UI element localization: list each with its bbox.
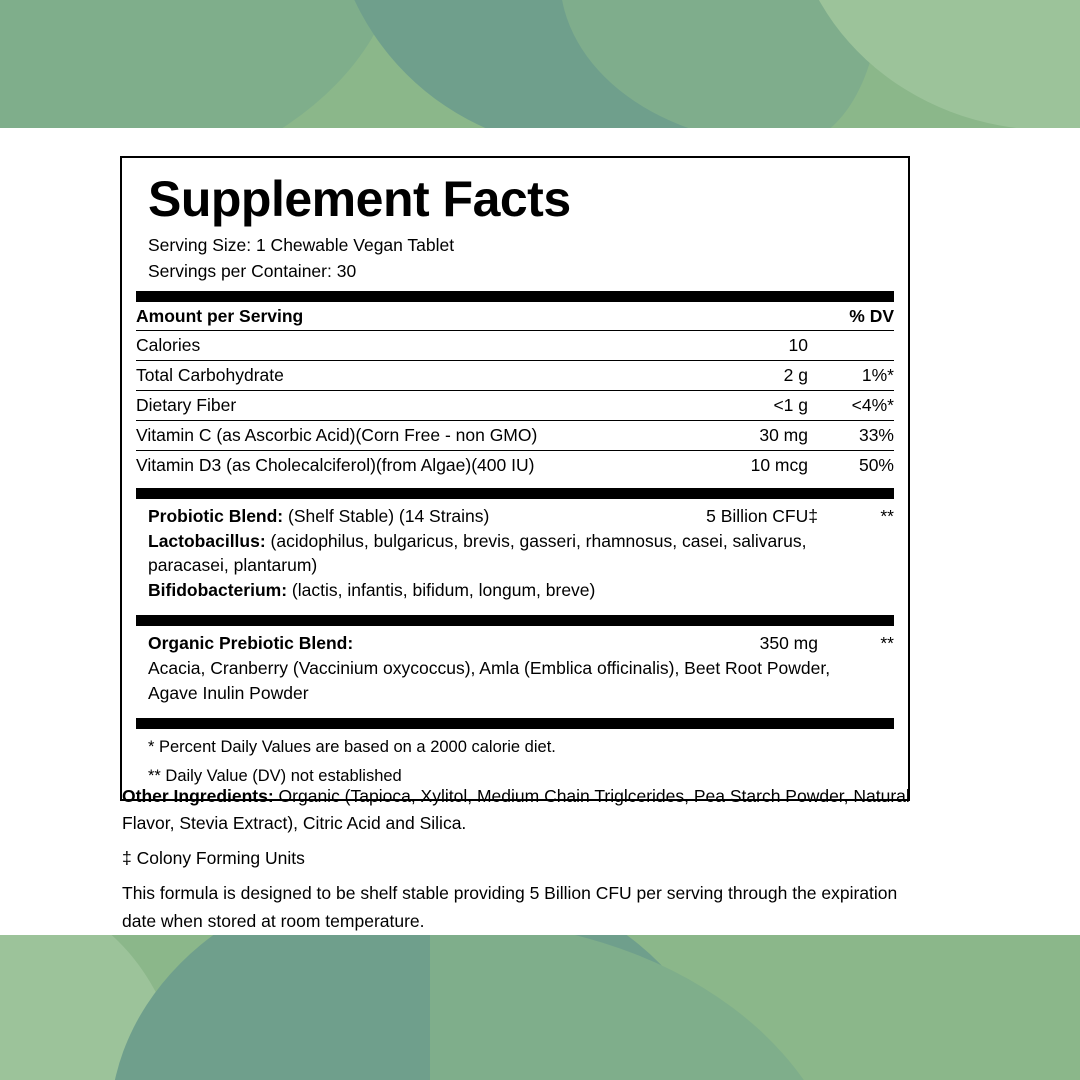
probiotic-blend-label: Probiotic Blend: — [148, 505, 284, 526]
divider-thick-prebiotic — [136, 615, 894, 626]
supplement-facts-panel — [120, 156, 910, 801]
lactobacillus-strains: (acidophilus, bulgaricus, brevis, gasseri, rhamnosus, casei, salivarus, paracasei, plantarum) — [148, 530, 807, 576]
row-dv — [808, 331, 894, 361]
decorative-blob-top-left — [0, 0, 400, 128]
probiotic-blend-amount: 5 Billion CFU‡ — [706, 505, 818, 526]
decorative-blob-bottom-right — [430, 935, 850, 1080]
header-amount-spacer — [663, 302, 808, 331]
probiotic-blend-name — [136, 504, 706, 529]
header-percent-dv: % DV — [808, 302, 894, 331]
row-dv: 1%* — [808, 361, 894, 391]
header-amount-per-serving: Amount per Serving — [136, 302, 663, 331]
table-row — [136, 331, 894, 361]
footnote-daily-values: * Percent Daily Values are based on a 2000 calorie diet. — [148, 737, 556, 756]
prebiotic-blend-dv: ** — [880, 633, 894, 654]
shelf-stable-note: This formula is designed to be shelf stable providing 5 Billion CFU per serving through the expiration date when stored at room temperature. — [122, 883, 898, 931]
below-panel-text — [122, 783, 912, 945]
row-amount: <1 g — [663, 391, 808, 421]
row-dv: <4%* — [808, 391, 894, 421]
decorative-bottom-band — [0, 935, 1080, 1080]
prebiotic-blend-label: Organic Prebiotic Blend: — [148, 633, 354, 654]
table-row — [136, 361, 894, 391]
row-amount: 10 — [663, 331, 808, 361]
bifidobacterium-line — [136, 578, 894, 603]
row-amount: 2 g — [663, 361, 808, 391]
row-name: Vitamin C (as Ascorbic Acid)(Corn Free - non GMO) — [136, 421, 663, 451]
document-sheet — [0, 128, 1080, 935]
row-dv: 50% — [858, 454, 894, 475]
row-name: Total Carbohydrate — [136, 361, 663, 391]
divider-thick-footnotes — [136, 718, 894, 729]
table-row — [136, 391, 894, 421]
lactobacillus-label: Lactobacillus: — [148, 530, 266, 551]
page-title: Supplement Facts — [148, 171, 571, 227]
row-name: Vitamin D3 (as Cholecalciferol)(from Algae)(400 IU) — [136, 454, 535, 475]
table-row — [136, 450, 894, 479]
probiotic-blend-suffix: (Shelf Stable) (14 Strains) — [283, 505, 490, 526]
cfu-note: ‡ Colony Forming Units — [122, 848, 305, 869]
servings-per-container-line: Servings per Container: 30 — [148, 260, 357, 281]
row-amount: 10 mcg — [750, 454, 808, 475]
serving-size-line: Serving Size: 1 Chewable Vegan Tablet — [148, 235, 455, 255]
decorative-top-band — [0, 0, 1080, 128]
prebiotic-blend-header — [136, 631, 894, 656]
other-ingredients-text: Organic (Tapioca, Xylitol, Medium Chain Triglcerides, Pea Starch Powder, Natural Flavor, Stevia Extract), Citric Acid and Silica. — [122, 786, 910, 834]
lactobacillus-line — [136, 529, 894, 579]
prebiotic-blend-block — [136, 626, 894, 710]
probiotic-blend-header — [136, 504, 894, 529]
other-ingredients-paragraph — [122, 783, 912, 837]
other-ingredients-label: Other Ingredients: — [122, 786, 274, 806]
divider-thick-top — [136, 291, 894, 302]
row-name: Calories — [136, 331, 663, 361]
prebiotic-blend-amount: 350 mg — [759, 633, 818, 654]
probiotic-blend-block — [136, 499, 894, 607]
bifidobacterium-strains: (lactis, infantis, bifidum, longum, breve) — [287, 580, 596, 601]
nutrition-table — [136, 302, 894, 480]
table-row — [136, 421, 894, 451]
table-header-row — [136, 302, 894, 331]
divider-thick-probiotic — [136, 488, 894, 499]
probiotic-blend-dv: ** — [880, 505, 894, 526]
prebiotic-blend-ingredients: Acacia, Cranberry (Vaccinium oxycoccus), Amla (Emblica officinalis), Beet Root Powder, Agave Inulin Powder — [148, 657, 831, 703]
row-name: Dietary Fiber — [136, 391, 663, 421]
row-dv: 33% — [808, 421, 894, 451]
row-amount: 30 mg — [663, 421, 808, 451]
footnote-dv-not-established: ** Daily Value (DV) not established — [148, 766, 402, 785]
bifidobacterium-label: Bifidobacterium: — [148, 580, 288, 601]
